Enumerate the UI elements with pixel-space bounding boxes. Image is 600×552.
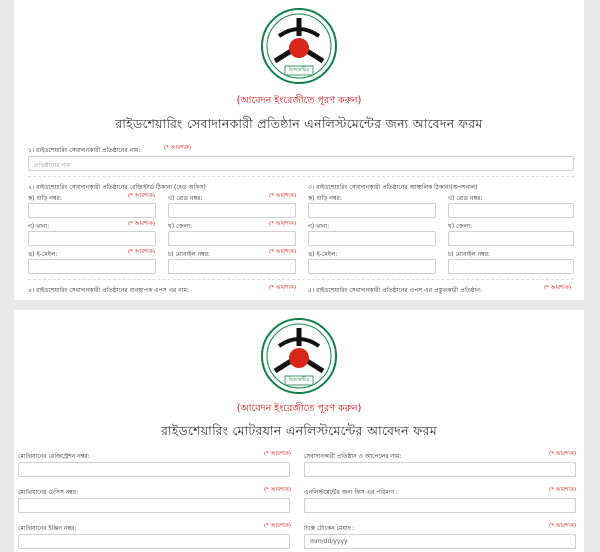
engine-no-input[interactable] — [18, 534, 290, 549]
divider — [28, 176, 574, 177]
org-name-label: ১। রাইডশেয়ারিং সেবাদানকারী প্রতিষ্ঠানের নাম: — [28, 147, 141, 154]
tax-token-expiry-label: ট্যাক্স টোকেন মেয়াদ : — [304, 525, 355, 532]
road-no-label: খ) রোড নম্বর: — [168, 195, 203, 202]
seal-label: বিআরটিএ — [288, 67, 310, 73]
regional-mobile-label: চ) মোবাইল নম্বর: — [448, 251, 491, 258]
chassis-no-label: মোটরযানের চেসিস নম্বর: — [18, 489, 79, 496]
form-title: রাইডশেয়ারিং সেবাদানকারী প্রতিষ্ঠান এনলিস্টমেন্টের জন্য আবেদন ফরম — [115, 116, 483, 131]
registration-no-label: মোটরযানের রেজিস্ট্রেশন নম্বর: — [18, 453, 90, 460]
thana-label: গ) থানা: — [28, 223, 50, 230]
instruction-text: (আবেদন ইংরেজীতে পূরণ করুন) — [236, 403, 362, 414]
house-no-input[interactable] — [28, 203, 156, 218]
regional-thana-label: গ) থানা: — [308, 223, 330, 230]
district-input[interactable] — [168, 231, 296, 246]
road-no-input[interactable] — [168, 203, 296, 218]
app-name-label: ৪। রাইডশেয়ারিং সেবাদানকারী প্রতিষ্ঠানের ব্যবস্থাপক এপস এর নাম: — [28, 287, 189, 294]
regional-house-no-input[interactable] — [308, 203, 436, 218]
brta-seal-logo — [259, 6, 339, 90]
divider — [28, 279, 574, 280]
required-mark: (* আবশ্যক) — [269, 221, 296, 227]
required-mark: (* আবশ্যক) — [269, 249, 296, 255]
seal-label: বিআরটিএ — [288, 377, 310, 383]
regional-address-label: ৩। রাইডশেয়ারিং সেবাদানকারী প্রতিষ্ঠানের আঞ্চলিক ঠিকানা(অপশনাল) — [308, 184, 478, 191]
required-mark: (* আবশ্যক) — [264, 451, 291, 457]
thana-input[interactable] — [28, 231, 156, 246]
tax-token-date-input[interactable]: mm/dd/yyyy — [304, 534, 576, 549]
enlistment-form-vehicle — [14, 310, 584, 552]
required-mark: (* আবশ্যক) — [164, 145, 191, 151]
brta-seal-logo — [259, 316, 339, 400]
required-mark: (* আবশ্যক) — [544, 285, 571, 291]
required-mark: (* আবশ্যক) — [128, 249, 155, 255]
required-mark: (* আবশ্যক) — [269, 285, 296, 291]
provider-name-label: সেবাদানকারী প্রতিষ্ঠান ও আপেলের নাম: — [304, 453, 402, 460]
enlistment-form-organization — [14, 0, 584, 300]
required-mark: (* আবশ্যক) — [128, 221, 155, 227]
regional-email-input[interactable] — [308, 259, 436, 274]
chassis-no-input[interactable] — [18, 498, 290, 513]
email-label: ঙ) ই-মেইল: — [28, 251, 58, 258]
email-input[interactable] — [28, 259, 156, 274]
required-mark: (* আবশ্যক) — [264, 487, 291, 493]
mobile-label: চ) মোবাইল নম্বর: — [168, 251, 211, 258]
app-developer-label: ৫। রাইডশেয়ারিং সেবাদানকারী প্রতিষ্ঠানের এপস এর প্রস্তুতকারী প্রতিষ্ঠান: — [308, 287, 483, 294]
required-mark: (* আবশ্যক) — [549, 487, 576, 493]
district-label: ঘ) জেলা: — [168, 223, 192, 230]
required-mark: (* আবশ্যক) — [549, 451, 576, 457]
form-title: রাইডশেয়ারিং মোটরযান এনলিস্টমেন্টের আবেদন ফরম — [160, 423, 438, 438]
regional-district-label: ঘ) জেলা: — [448, 223, 472, 230]
enlistment-fee-label: এনলিস্টমেন্টের জন্য ফিস এর পরিমাণ : — [304, 489, 398, 496]
required-mark: (* আবশ্যক) — [128, 193, 155, 199]
regional-road-no-input[interactable] — [448, 203, 574, 218]
regional-mobile-input[interactable] — [448, 259, 574, 274]
registration-no-input[interactable] — [18, 462, 290, 477]
regional-thana-input[interactable] — [308, 231, 436, 246]
regional-house-no-label: ক) বাড়ি নম্বর: — [308, 195, 342, 202]
required-mark: (* আবশ্যক) — [269, 193, 296, 199]
org-name-input[interactable]: প্রতিষ্ঠানের নাম — [28, 156, 574, 171]
regional-district-input[interactable] — [448, 231, 574, 246]
instruction-text: (আবেদন ইংরেজীতে পূরণ করুন) — [236, 95, 362, 106]
regional-road-no-label: খ) রোড নম্বর: — [448, 195, 483, 202]
mobile-input[interactable] — [168, 259, 296, 274]
provider-name-input[interactable] — [304, 462, 576, 477]
house-no-label: ক) বাড়ি নম্বর: — [28, 195, 62, 202]
registered-address-label: ২। রাইডশেয়ারিং সেবাদানকারী প্রতিষ্ঠানের রেজিস্টার্ড ঠিকানা (হেড অফিস) — [28, 184, 206, 191]
regional-email-label: ঙ) ই-মেইল: — [308, 251, 338, 258]
engine-no-label: মোটরযানের ইঞ্জিন নম্বর: — [18, 525, 77, 532]
required-mark: (* আবশ্যক) — [264, 523, 291, 529]
enlistment-fee-input[interactable] — [304, 498, 576, 513]
required-mark: (* আবশ্যক) — [549, 523, 576, 529]
